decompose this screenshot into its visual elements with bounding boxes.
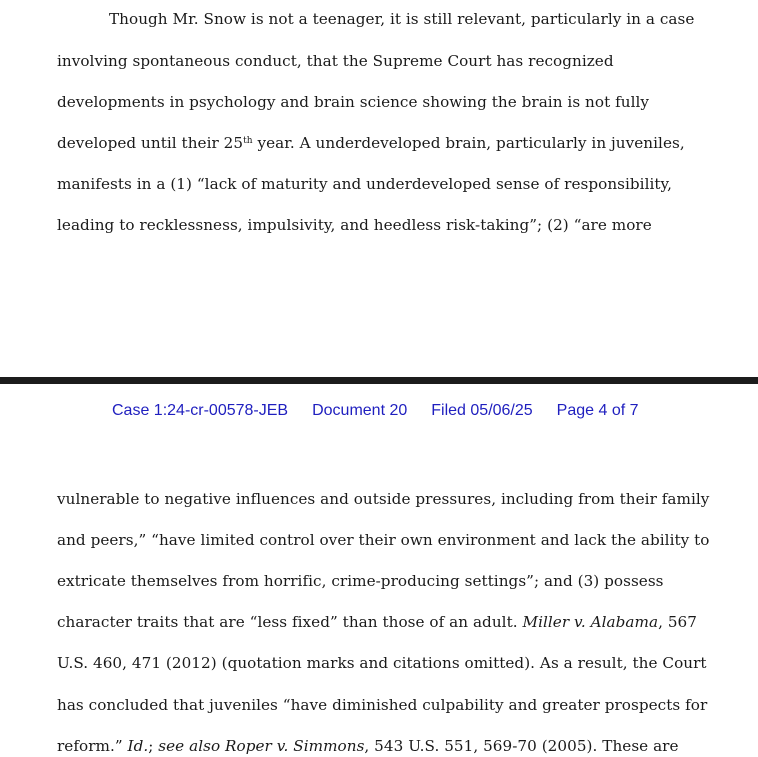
page1-line-4 [57,133,685,153]
page2-line-7-text-c: , 543 U.S. 551, 569-70 (2005). These are [364,737,679,755]
case-number: Case 1:24-cr-00578-JEB [112,402,289,419]
page1-line-5: manifests in a (1) “lack of maturity and underdeveloped sense of responsibility, [57,175,673,193]
page2-line-4-text-b: , 567 [658,613,697,631]
page2-line-7-text-a: reform.” [57,737,128,755]
page2-line-3: extricate themselves from horrific, crime-producing settings”; and (3) possess [57,572,664,590]
document-number: Document 20 [312,402,408,419]
page1-line-1: Though Mr. Snow is not a teenager, it is still relevant, particularly in a case [109,10,695,28]
page2-line-5: U.S. 460, 471 (2012) (quotation marks and citations omitted). As a result, the Court [57,654,707,672]
case-citation-miller: Miller v. Alabama [522,613,659,631]
ordinal-superscript: th [243,136,253,146]
page1-line-4-text-b: year. A underdeveloped brain, particularly in juveniles, [252,134,685,152]
page1-line-2: involving spontaneous conduct, that the Supreme Court has recognized [57,52,614,70]
page1-line-6: leading to recklessness, impulsivity, and heedless risk-taking”; (2) “are more [57,216,652,234]
page2-line-4-text-a: character traits that are “less fixed” than those of an adult. [57,613,523,631]
page2-line-7-text-b: ; [148,737,159,755]
case-header [112,400,639,422]
page2-line-1: vulnerable to negative influences and outside pressures, including from their family [57,490,710,508]
page1-line-4-text-a: developed until their 25 [57,134,244,152]
page-indicator: Page 4 of 7 [556,402,639,419]
page2-line-4 [57,612,697,632]
filed-date: Filed 05/06/25 [431,402,533,419]
citation-id: Id. [127,737,149,755]
case-citation-roper: see also Roper v. Simmons [158,737,365,755]
page1-line-3: developments in psychology and brain science showing the brain is not fully [57,93,650,111]
page2-line-6: has concluded that juveniles “have diminished culpability and greater prospects for [57,696,708,714]
page2-line-2: and peers,” “have limited control over their own environment and lack the ability to [57,531,710,549]
page2-line-7 [57,736,679,756]
page-break-divider [0,377,758,384]
